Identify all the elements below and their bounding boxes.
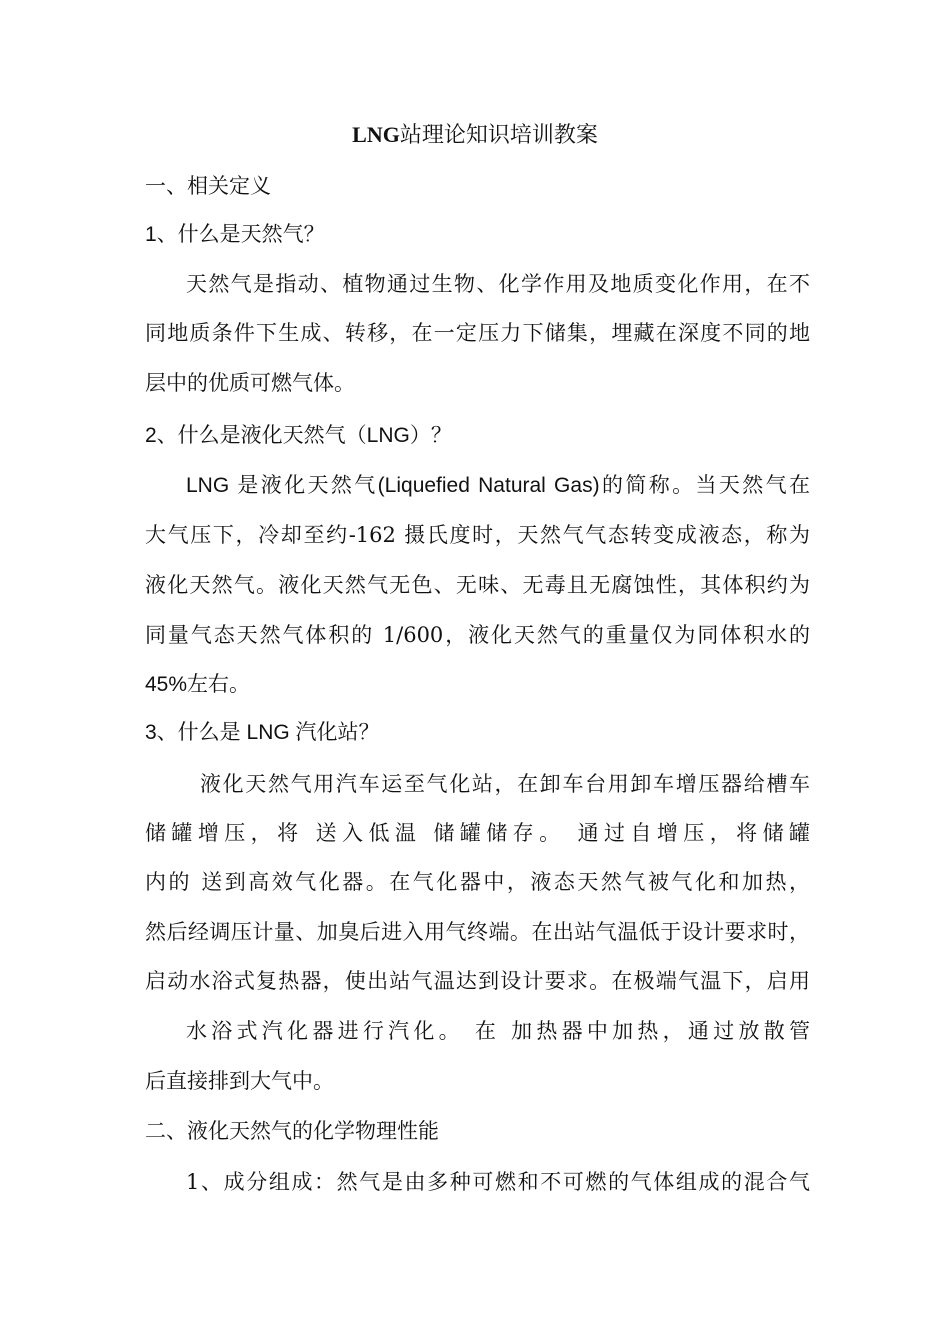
section-heading-2: 二、液化天然气的化学物理性能 bbox=[145, 1119, 439, 1143]
paragraph-line: 层中的优质可燃气体。 bbox=[145, 371, 355, 395]
paragraph-line: LNG 是液化天然气(Liquefied Natural Gas)的简称。当天然气在 bbox=[186, 474, 810, 497]
section-heading-1: 一、相关定义 bbox=[145, 174, 271, 198]
question-heading-3: 3、什么是 LNG 汽化站？ bbox=[145, 721, 380, 744]
question-heading-2: 2、什么是液化天然气（LNG）？ bbox=[145, 424, 452, 447]
paragraph-line: 水浴式汽化器进行汽化。 在 加热器中加热，通过放散管 bbox=[186, 1019, 810, 1043]
page-title bbox=[0, 120, 950, 151]
paragraph-line: 液化天然气。液化天然气无色、无味、无毒且无腐蚀性，其体积约为 bbox=[145, 573, 810, 597]
paragraph-line: 45%左右。 bbox=[145, 673, 251, 696]
paragraph-line: 储罐增压，将 送入低温 储罐储存。 通过自增压，将储罐 bbox=[145, 821, 810, 845]
page-title-latin: LNG bbox=[352, 122, 400, 147]
page-title-rest: 站理论知识培训教案 bbox=[399, 123, 598, 148]
paragraph-line: 大气压下，冷却至约-162 摄氏度时，天然气气态转变成液态，称为 bbox=[145, 523, 810, 547]
paragraph-line: 后直接排到大气中。 bbox=[145, 1069, 334, 1093]
paragraph-line: 同量气态天然气体积的 1/600，液化天然气的重量仅为同体积水的 bbox=[145, 623, 810, 647]
paragraph-line: 液化天然气用汽车运至气化站，在卸车台用卸车增压器给槽车 bbox=[200, 772, 810, 796]
paragraph-line: 同地质条件下生成、转移，在一定压力下储集，埋藏在深度不同的地 bbox=[145, 321, 810, 345]
paragraph-line: 天然气是指动、植物通过生物、化学作用及地质变化作用，在不 bbox=[186, 272, 810, 296]
paragraph-line: 启动水浴式复热器，使出站气温达到设计要求。在极端气温下，启用 bbox=[145, 969, 810, 993]
paragraph-line: 内的 送到高效气化器。在气化器中，液态天然气被气化和加热， bbox=[145, 870, 810, 894]
question-heading-1: 1、什么是天然气？ bbox=[145, 223, 325, 246]
paragraph-line: 1、成分组成：然气是由多种可燃和不可燃的气体组成的混合气 bbox=[186, 1170, 810, 1194]
paragraph-line: 然后经调压计量、加臭后进入用气终端。在出站气温低于设计要求时， bbox=[145, 920, 810, 944]
